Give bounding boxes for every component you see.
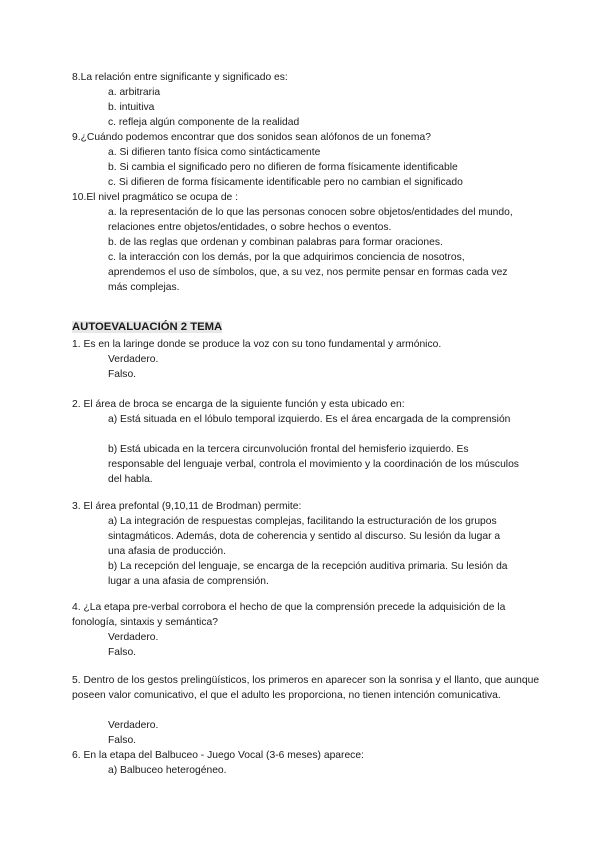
s4-option-false: Falso.	[108, 647, 137, 658]
s2-option-b: b) Está ubicada en la tercera circunvolución frontal del hemisferio izquierdo. Es responsable del lenguaje verbal, controla el movimiento y la coordinación de los músculos del habla.	[108, 444, 519, 485]
s3-option-b: b) La recepción del lenguaje, se encarga de la recepción auditiva primaria. Su lesión da lugar a una afasia de comprensión.	[108, 561, 508, 587]
q9-option-b: b. Si cambia el significado pero no difieren de forma físicamente identificable	[108, 162, 458, 173]
self-eval-question-5: 5. Dentro de los gestos prelingüísticos, los primeros en aparecer son la sonrisa y el llanto, que aunque poseen valor comunicativo, el que el adulto les proporciona, no tienen intención comunicativa.	[72, 675, 540, 701]
question-10: 10.El nivel pragmático se ocupa de :	[72, 192, 238, 203]
q9-option-a: a. Si difieren tanto física como sintácticamente	[108, 147, 321, 158]
q9-option-c: c. Si difieren de forma físicamente identificable pero no cambian el significado	[108, 177, 463, 188]
section-title: AUTOEVALUACIÓN 2 TEMA	[72, 321, 223, 333]
s4-option-true: Verdadero.	[108, 632, 159, 643]
s5-option-false: Falso.	[108, 735, 137, 746]
s5-option-true: Verdadero.	[108, 720, 159, 731]
self-eval-question-6: 6. En la etapa del Balbuceo - Juego Vocal (3-6 meses) aparece:	[72, 750, 364, 761]
question-8: 8.La relación entre significante y significado es:	[72, 72, 288, 83]
s2-option-a: a) Está situada en el lóbulo temporal izquierdo. Es el área encargada de la comprensión	[108, 414, 511, 425]
q10-option-b: b. de las reglas que ordenan y combinan palabras para formar oraciones.	[108, 237, 443, 248]
q8-option-a: a. arbitraria	[108, 87, 161, 98]
self-eval-question-4: 4. ¿La etapa pre-verbal corrobora el hecho de que la comprensión precede la adquisición de la fonología, sintaxis y semántica?	[72, 602, 506, 628]
s1-option-false: Falso.	[108, 369, 137, 380]
self-eval-question-2: 2. El área de broca se encarga de la siguiente función y esta ubicado en:	[72, 399, 405, 410]
self-eval-question-1: 1. Es en la laringe donde se produce la voz con su tono fundamental y armónico.	[72, 339, 442, 350]
s6-option-a: a) Balbuceo heterogéneo.	[108, 765, 227, 776]
q8-option-b: b. intuitiva	[108, 102, 155, 113]
question-9: 9.¿Cuándo podemos encontrar que dos sonidos sean alófonos de un fonema?	[72, 132, 431, 143]
s1-option-true: Verdadero.	[108, 354, 159, 365]
s3-option-a: a) La integración de respuestas complejas, facilitando la estructuración de los grupos sintagmáticos. Además, dota de coherencia y sentido al discurso. Su lesión da lugar a una afasia de producción.	[108, 516, 501, 557]
q10-option-a: a. la representación de lo que las personas conocen sobre objetos/entidades del mundo, relaciones entre objetos/entidades, o sobre hechos o eventos.	[108, 207, 513, 233]
self-eval-question-3: 3. El área prefontal (9,10,11 de Brodman) permite:	[72, 501, 302, 512]
q8-option-c: c. refleja algún componente de la realidad	[108, 117, 300, 128]
q10-option-c: c. la interacción con los demás, por la que adquirimos conciencia de nosotros, aprendemos el uso de símbolos, que, a su vez, nos permite pensar en formas cada vez más complejas.	[108, 252, 508, 293]
